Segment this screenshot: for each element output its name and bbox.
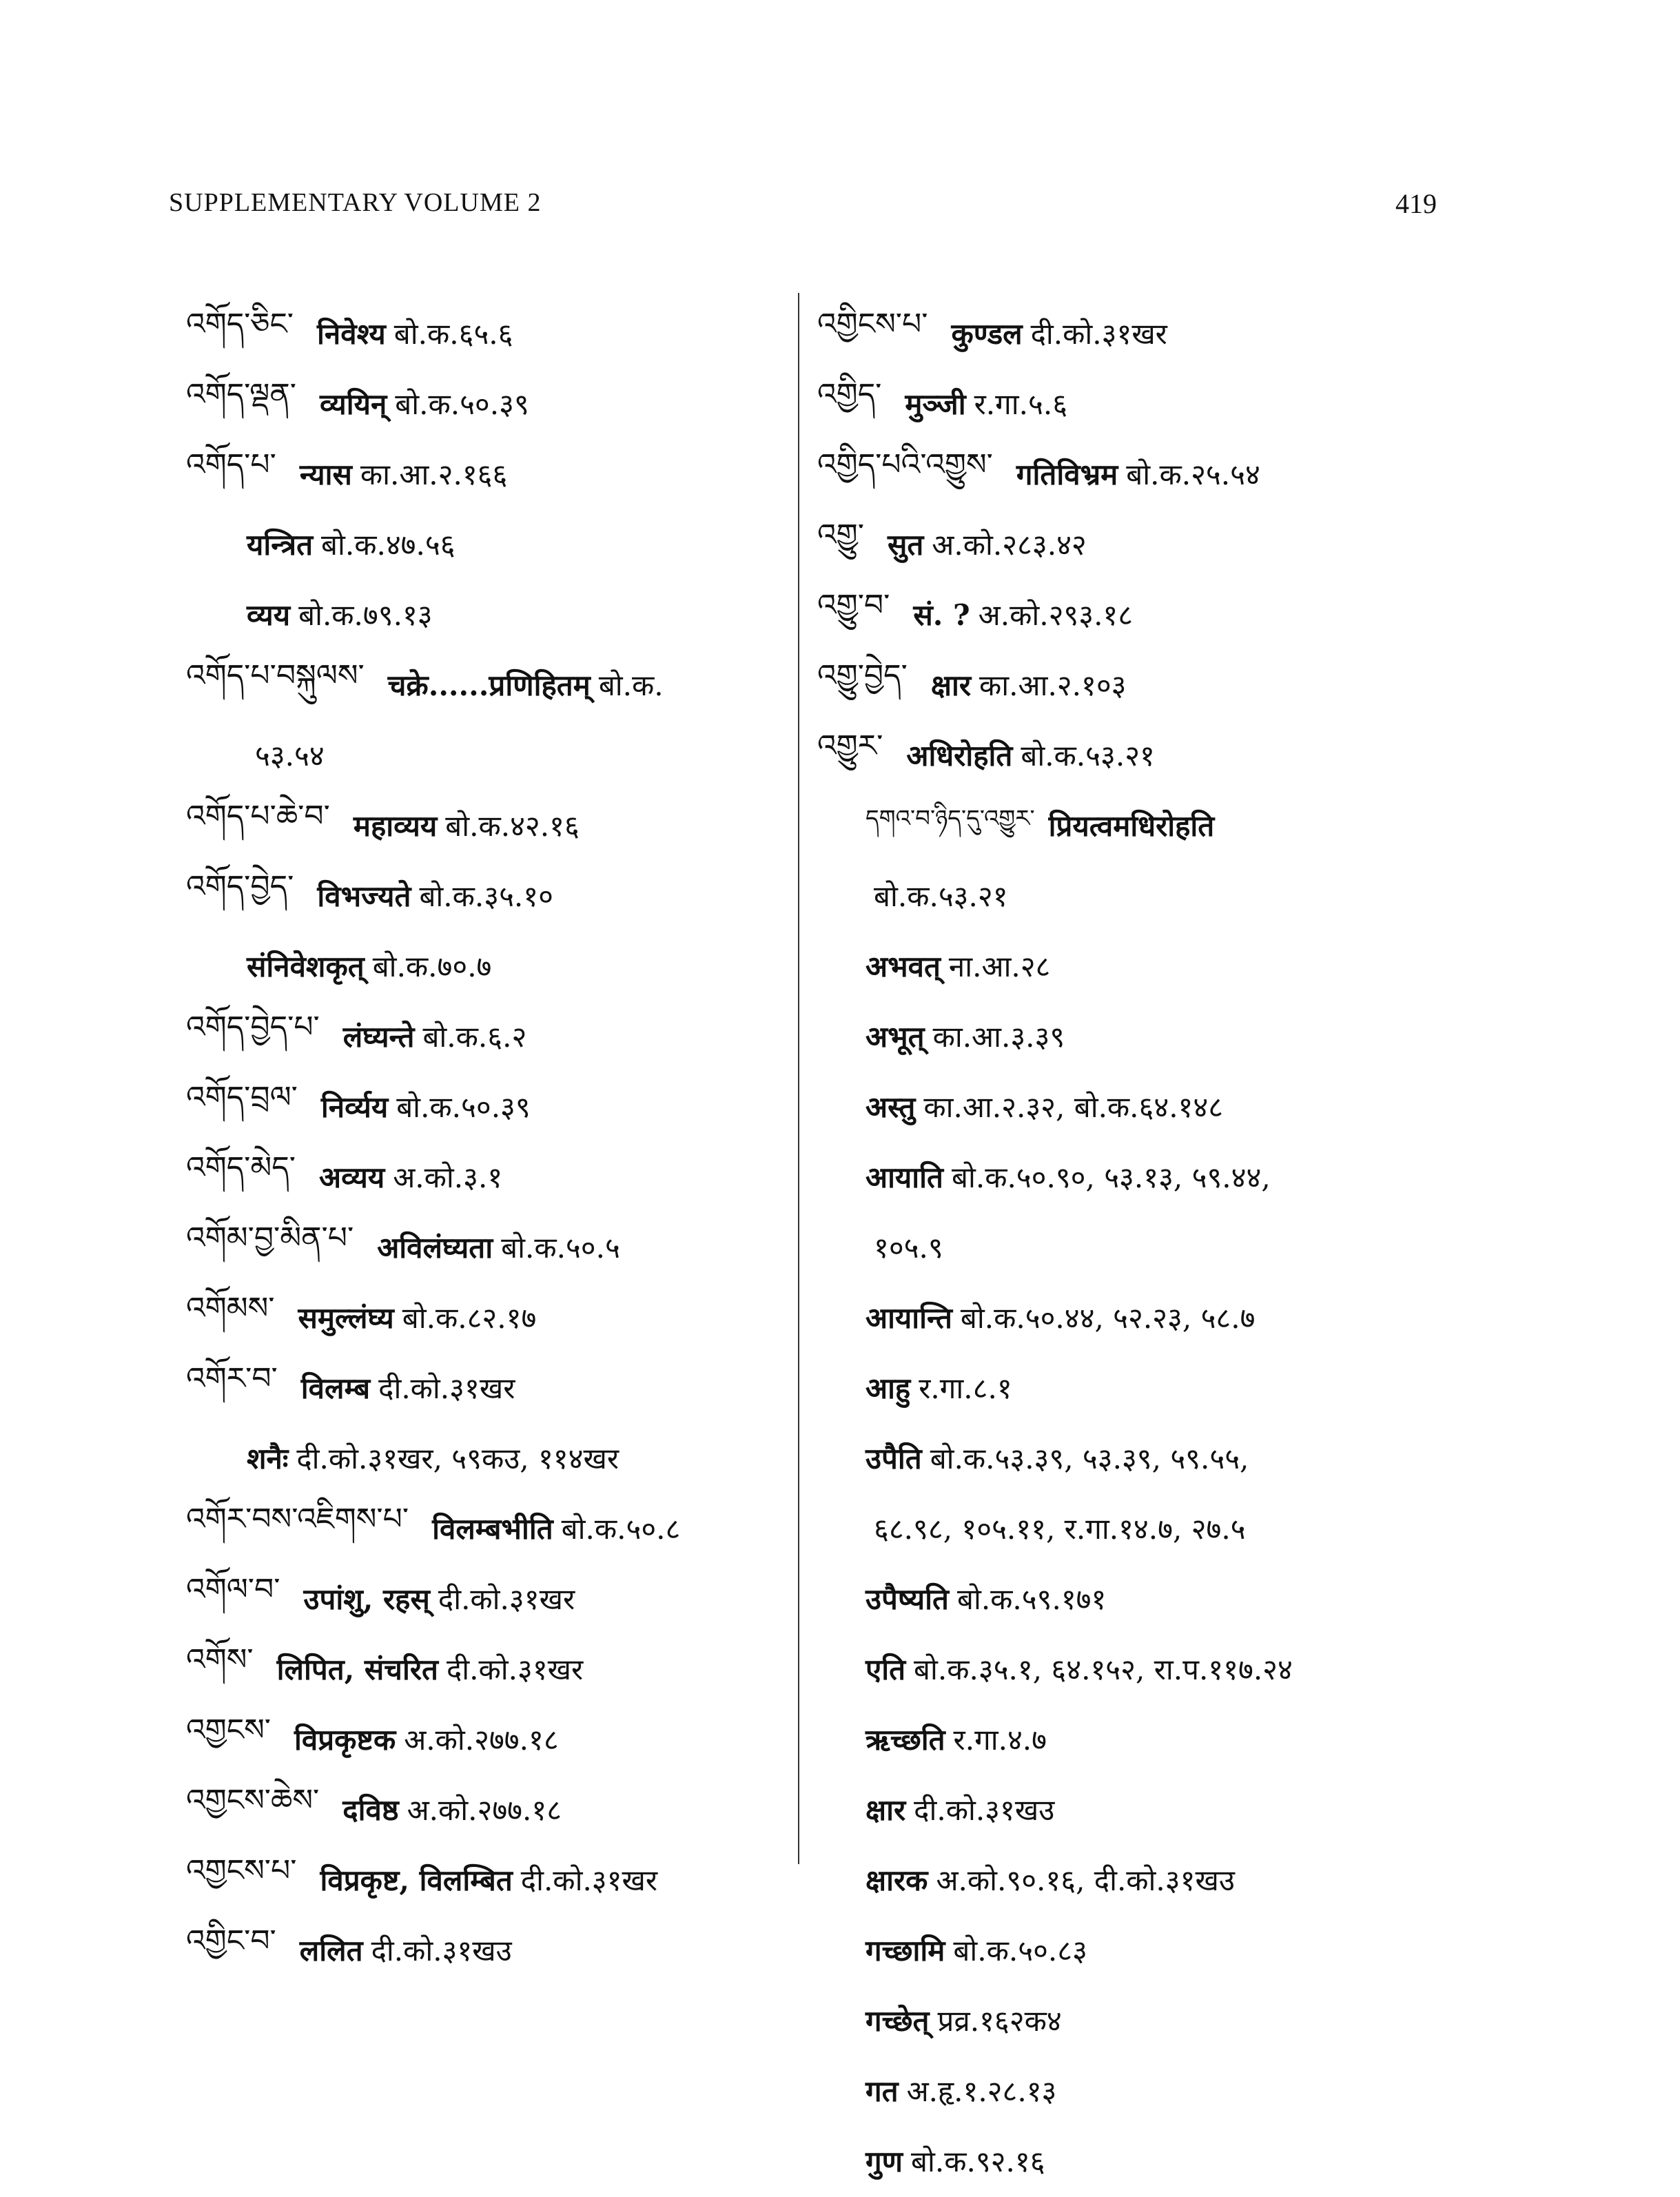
- source-reference: दी.को.३१खर: [446, 1652, 584, 1686]
- sanskrit-term: क्षारक: [865, 1863, 928, 1897]
- sanskrit-term: लंघ्यन्ते: [342, 1019, 415, 1054]
- source-reference: र.गा.४.७: [953, 1722, 1047, 1757]
- dictionary-entry: [186, 649, 792, 719]
- source-reference: अ.को.२७७.१८: [404, 1722, 559, 1757]
- sub-entry: [817, 860, 1437, 930]
- sanskrit-term: अभूत्: [865, 1019, 925, 1054]
- sub-entry: [186, 509, 792, 579]
- tibetan-headword: འགྱུར་: [817, 728, 883, 764]
- source-reference: ६८.९८, १०५.११, र.गा.१४.७, २७.५: [874, 1511, 1246, 1546]
- sub-entry: [817, 1914, 1437, 1985]
- sanskrit-term: गच्छेत्: [865, 2003, 930, 2038]
- dictionary-entry: [186, 1001, 792, 1071]
- dictionary-entry: [186, 790, 792, 860]
- sanskrit-term: गच्छामि: [865, 1933, 945, 1968]
- sanskrit-term: उपैष्यति: [865, 1582, 949, 1616]
- source-reference: बो.क.५०.३९: [395, 387, 529, 421]
- source-reference: बो.क.६.२: [422, 1019, 527, 1054]
- tibetan-headword: འགྱངས་པ་: [186, 1853, 297, 1888]
- sanskrit-term: एति: [865, 1652, 906, 1686]
- tibetan-headword: འགོས་: [186, 1642, 254, 1677]
- tibetan-headword: འགོད་བྲལ་: [186, 1080, 298, 1115]
- running-head: SUPPLEMENTARY VOLUME 2: [169, 188, 542, 217]
- dictionary-entry: [817, 438, 1437, 509]
- source-reference: दी.को.३१खर: [378, 1371, 515, 1405]
- dictionary-entry: [186, 860, 792, 930]
- tibetan-headword: འགོད་ཅིང་: [186, 307, 294, 342]
- source-reference: का.आ.३.३९: [932, 1019, 1065, 1054]
- sanskrit-term: सं. ?: [913, 597, 970, 632]
- sanskrit-term: अविलंघ्यता: [377, 1230, 493, 1265]
- sub-entry: [817, 1633, 1437, 1704]
- sub-entry: [817, 790, 1437, 860]
- tibetan-headword: འགྱངས་: [186, 1713, 272, 1748]
- dictionary-entry: [186, 438, 792, 509]
- sanskrit-term: व्यय: [247, 597, 291, 632]
- source-reference: बो.क.२५.५४: [1126, 457, 1260, 491]
- dictionary-entry: [186, 1633, 792, 1704]
- tibetan-headword: འགོད་བྱེད་: [186, 869, 294, 904]
- source-reference: बो.क.६५.६: [393, 316, 513, 351]
- dictionary-entry: [817, 579, 1437, 649]
- sub-entry: [817, 1282, 1437, 1352]
- source-reference: बो.क.५३.३९, ५३.३९, ५९.५५,: [930, 1441, 1249, 1475]
- source-reference: बो.क.५०.५: [501, 1230, 620, 1265]
- sub-entry: [817, 1493, 1437, 1563]
- tibetan-headword: འགོལ་བ་: [186, 1572, 280, 1607]
- source-reference: बो.क.५३.२१: [874, 879, 1008, 913]
- tibetan-headword: འགོར་བས་འཇིགས་པ་: [186, 1502, 409, 1537]
- source-reference: १०५.९: [874, 1230, 943, 1265]
- source-reference: ५३.५४: [255, 738, 325, 773]
- sanskrit-term: महाव्यय: [353, 808, 438, 843]
- sub-entry: [186, 930, 792, 1001]
- source-reference: अ.हृ.१.२८.१३: [906, 2074, 1057, 2108]
- sub-entry: [817, 1001, 1437, 1071]
- sanskrit-term: विप्रकृष्ट, विलम्बित: [320, 1863, 513, 1897]
- source-reference: बो.क.३५.१०: [419, 879, 553, 913]
- tibetan-headword: འགོམ་བྱ་མིན་པ་: [186, 1220, 354, 1256]
- source-reference: बो.क.७०.७: [372, 949, 492, 983]
- dictionary-entry: [186, 368, 792, 438]
- sanskrit-term: उपांशु, रहस्: [303, 1582, 430, 1616]
- tibetan-headword: འགོད་བྱེད་པ་: [186, 1010, 320, 1045]
- sanskrit-term: गतिविभ्रम: [1016, 457, 1118, 491]
- sub-entry: [186, 719, 792, 790]
- source-reference: अ.को.२८३.४२: [932, 527, 1087, 562]
- source-reference: बो.क.५०.३९: [396, 1090, 531, 1124]
- sanskrit-term: संनिवेशकृत्: [247, 949, 365, 983]
- source-reference: बो.क.७९.१३: [298, 597, 433, 632]
- sub-entry: [817, 1985, 1437, 2055]
- sanskrit-term: गत: [865, 2074, 899, 2108]
- source-reference: बो.क.८२.१७: [402, 1300, 537, 1335]
- sanskrit-term: निर्व्यय: [320, 1090, 389, 1124]
- source-reference: बो.क.९२.१६: [911, 2144, 1045, 2178]
- sanskrit-term: अस्तु: [865, 1090, 916, 1124]
- dictionary-entry: [186, 298, 792, 368]
- tibetan-headword: འགྱིངས་པ་: [817, 307, 928, 342]
- source-reference: दी.को.३१खर: [1030, 316, 1167, 351]
- source-reference: बो.क.३५.१, ६४.१५२, रा.प.११७.२४: [914, 1652, 1293, 1686]
- dictionary-entry: [186, 1774, 792, 1844]
- sanskrit-term: गुण: [865, 2144, 903, 2178]
- sub-entry: [817, 1352, 1437, 1422]
- tibetan-headword: འགོད་པ་: [186, 447, 276, 482]
- source-reference: दी.को.३१खर: [520, 1863, 658, 1897]
- sub-entry: [186, 1422, 792, 1493]
- tibetan-headword: འགྱིད་: [817, 377, 882, 412]
- dictionary-entry: [817, 719, 1437, 790]
- sanskrit-term: अव्यय: [319, 1160, 385, 1194]
- dictionary-entry: [817, 649, 1437, 719]
- source-reference: बो.क.५३.२१: [1021, 738, 1155, 773]
- tibetan-headword: འགྱུ་བ་: [817, 588, 890, 623]
- sub-entry: [817, 1774, 1437, 1844]
- sanskrit-term: आयाति: [865, 1160, 943, 1194]
- tibetan-headword: འགྱིད་པའི་འགྱུས་: [817, 447, 993, 482]
- source-reference: बो.क.५०.८३: [953, 1933, 1087, 1968]
- source-reference: र.गा.८.१: [919, 1371, 1012, 1405]
- tibetan-headword: འགོད་པ་བསྐུལས་: [186, 658, 365, 693]
- source-reference: का.आ.२.१६६: [360, 457, 508, 491]
- tibetan-headword: འགྱུ་: [817, 518, 864, 553]
- sub-entry: [817, 1844, 1437, 1914]
- source-reference: का.आ.२.३२, बो.क.६४.१४८: [923, 1090, 1224, 1124]
- page-number: 419: [1395, 188, 1437, 219]
- tibetan-headword: འགྱུ་བྱེད་: [817, 658, 908, 693]
- sanskrit-term: विलम्बभीति: [432, 1511, 553, 1546]
- sanskrit-term: कुण्डल: [951, 316, 1023, 351]
- tibetan-headword: འགྱིང་བ་: [186, 1923, 276, 1959]
- sanskrit-term: लिपित, संचरित: [276, 1652, 438, 1686]
- source-reference: बो.क.५९.१७१: [956, 1582, 1107, 1616]
- sanskrit-term: व्ययिन्: [319, 387, 387, 421]
- sanskrit-term: आयान्ति: [865, 1300, 952, 1335]
- sanskrit-term: अभवत्: [865, 949, 941, 983]
- dictionary-entry: [186, 1563, 792, 1633]
- tibetan-headword: འགྱངས་ཆེས་: [186, 1783, 320, 1818]
- sanskrit-term: उपैति: [865, 1441, 922, 1475]
- sanskrit-term: मुञ्जी: [905, 387, 966, 421]
- sanskrit-term: विप्रकृष्टक: [294, 1722, 396, 1757]
- sanskrit-term: ललित: [299, 1933, 363, 1968]
- dictionary-entry: [186, 1352, 792, 1422]
- source-reference: दी.को.३१खर, ५९कउ, ११४खर: [296, 1441, 619, 1475]
- left-column: [186, 298, 792, 1985]
- sub-entry: [817, 2055, 1437, 2125]
- dictionary-entry: [817, 298, 1437, 368]
- sub-entry: [817, 930, 1437, 1001]
- sanskrit-term: न्यास: [299, 457, 352, 491]
- sanskrit-term: चक्रे......प्रणिहितम्: [387, 668, 591, 702]
- source-reference: अ.को.९०.१६, दी.को.३१खउ: [936, 1863, 1235, 1897]
- sanskrit-term: शनैः: [247, 1441, 289, 1475]
- tibetan-headword: འགོད་མེད་: [186, 1150, 296, 1185]
- sub-entry: [817, 1141, 1437, 1212]
- tibetan-headword: དགའ་བ་ཉིད་དུ་འགྱུར་: [865, 805, 1035, 832]
- source-reference: बो.क.५०.८: [561, 1511, 681, 1546]
- source-reference: प्रव्र.१६२क४: [937, 2003, 1062, 2038]
- source-reference: बो.क.५०.९०, ५३.१३, ५९.४४,: [951, 1160, 1271, 1194]
- sanskrit-term: निवेश्य: [317, 316, 386, 351]
- source-reference: अ.को.३.१: [393, 1160, 503, 1194]
- sub-entry: [817, 1422, 1437, 1493]
- sanskrit-term: समुल्लंघ्य: [298, 1300, 394, 1335]
- sub-entry: [817, 1212, 1437, 1282]
- source-reference: दी.को.३१खउ: [914, 1792, 1055, 1827]
- sanskrit-term: विभज्यते: [317, 879, 411, 913]
- sanskrit-term: यन्त्रित: [247, 527, 314, 562]
- dictionary-entry: [186, 1282, 792, 1352]
- tibetan-headword: འགོར་བ་: [186, 1361, 278, 1396]
- source-reference: ना.आ.२८: [948, 949, 1051, 983]
- source-reference: बो.क.५०.४४, ५२.२३, ५८.७: [960, 1300, 1256, 1335]
- sanskrit-term: सुत: [887, 527, 924, 562]
- source-reference: बो.क.४७.५६: [321, 527, 455, 562]
- sub-entry: [817, 2125, 1437, 2196]
- sanskrit-term: आहु: [865, 1371, 911, 1405]
- dictionary-entry: [186, 1914, 792, 1985]
- right-column: [817, 298, 1437, 2196]
- dictionary-entry: [817, 368, 1437, 438]
- dictionary-entry: [186, 1141, 792, 1212]
- source-reference: दी.को.३१खर: [438, 1582, 575, 1616]
- sanskrit-term: अधिरोहति: [906, 738, 1013, 773]
- source-reference: का.आ.२.१०३: [979, 668, 1127, 702]
- sub-entry: [817, 1071, 1437, 1141]
- sub-entry: [817, 1704, 1437, 1774]
- tibetan-headword: འགོད་ལྡན་: [186, 377, 296, 412]
- tibetan-headword: འགོད་པ་ཆེ་བ་: [186, 799, 330, 834]
- dictionary-entry: [186, 1071, 792, 1141]
- sub-entry: [817, 1563, 1437, 1633]
- source-reference: अ.को.२७७.१८: [407, 1792, 562, 1827]
- sanskrit-term: क्षार: [865, 1792, 906, 1827]
- tibetan-headword: འགོམས་: [186, 1291, 275, 1326]
- source-reference: बो.क.: [598, 668, 664, 702]
- dictionary-entry: [186, 1704, 792, 1774]
- sanskrit-term: दविष्ठ: [342, 1792, 399, 1827]
- sanskrit-term: ऋच्छति: [865, 1722, 945, 1757]
- dictionary-entry: [186, 1844, 792, 1914]
- source-reference: दी.को.३१खउ: [371, 1933, 512, 1968]
- dictionary-entry: [186, 1493, 792, 1563]
- column-divider: [798, 293, 799, 1864]
- sanskrit-term: विलम्ब: [300, 1371, 371, 1405]
- source-reference: र.गा.५.६: [974, 387, 1068, 421]
- dictionary-entry: [186, 1212, 792, 1282]
- sanskrit-term: क्षार: [930, 668, 972, 702]
- dictionary-entry: [817, 509, 1437, 579]
- sub-entry: [186, 579, 792, 649]
- source-reference: अ.को.२९३.१८: [978, 597, 1134, 632]
- sanskrit-term: प्रियत्वमधिरोहति: [1048, 808, 1215, 843]
- source-reference: बो.क.४२.१६: [445, 808, 580, 843]
- page-header: [169, 187, 1437, 229]
